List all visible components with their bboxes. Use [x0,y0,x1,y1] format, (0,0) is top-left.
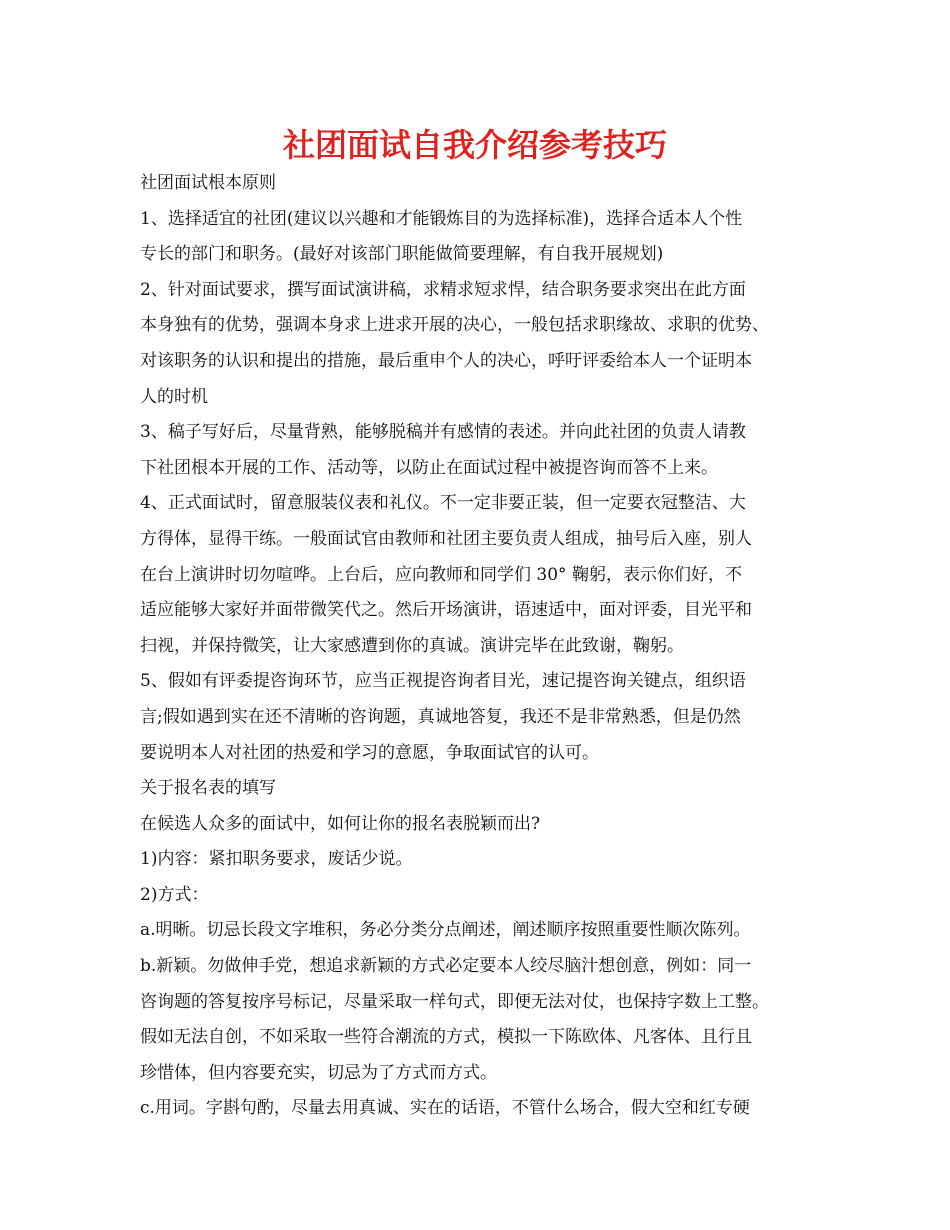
body-line: 假如无法自创，不如采取一些符合潮流的方式，模拟一下陈欧体、凡客体、且行且 [140,1027,752,1048]
body-line: 咨询题的答复按序号标记，尽量采取一样句式，即便无法对仗，也保持字数上工整。 [140,991,769,1012]
document-body [140,166,830,1127]
body-line: 4、正式面试时，留意服装仪表和礼仪。不一定非要正装，但一定要衣冠整洁、大 [140,493,746,514]
body-line: 本身独有的优势，强调本身求上进求开展的决心，一般包括求职缘故、求职的优势、 [140,315,769,336]
body-line: 关于报名表的填写 [140,778,276,799]
body-line: 3、稿子写好后，尽量背熟，能够脱稿并有感情的表述。并向此社团的负责人请教 [140,422,746,443]
body-line: 在候选人众多的面试中，如何让你的报名表脱颖而出? [140,813,541,834]
body-line: 珍惜体，但内容要充实，切忌为了方式而方式。 [140,1062,497,1083]
body-line: 2、针对面试要求，撰写面试演讲稿，求精求短求悍，结合职务要求突出在此方面 [140,279,746,300]
body-line: 1)内容：紧扣职务要求，废话少说。 [140,849,413,870]
body-line: 5、假如有评委提咨询环节，应当正视提咨询者目光，速记提咨询关键点，组织语 [140,671,746,692]
body-line: 2)方式： [140,884,209,905]
body-line: 言;假如遇到实在还不清晰的咨询题，真诚地答复，我还不是非常熟悉，但是仍然 [140,706,741,727]
body-line: b.新颖。勿做伸手党，想追求新颖的方式必定要本人绞尽脑汁想创意，例如：同一 [140,956,752,977]
body-line: a.明晰。切忌长段文字堆积，务必分类分点阐述，阐述顺序按照重要性顺次陈列。 [140,920,751,941]
body-line: 在台上演讲时切勿喧哗。上台后，应向教师和同学们 30° 鞠躬，表示你们好，不 [140,564,742,585]
document-title: 社团面试自我介绍参考技巧 [282,126,667,164]
body-line: 人的时机 [140,386,208,407]
body-line: 专长的部门和职务。(最好对该部门职能做简要理解，有自我开展规划) [140,244,664,265]
body-line: 方得体，显得干练。一般面试官由教师和社团主要负责人组成，抽号后入座，别人 [140,528,752,549]
body-line: 要说明本人对社团的热爱和学习的意愿，争取面试官的认可。 [140,742,599,763]
body-line: c.用词。字斟句酌，尽量去用真诚、实在的话语，不管什么场合，假大空和红专硬 [140,1098,750,1119]
body-line: 下社团根本开展的工作、活动等，以防止在面试过程中被提咨询而答不上来。 [140,457,718,478]
body-line: 社团面试根本原则 [140,173,276,193]
body-line: 对该职务的认识和提出的措施，最后重申个人的决心，呼吁评委给本人一个证明本 [140,350,752,371]
body-line: 扫视，并保持微笑，让大家感遭到你的真诚。演讲完毕在此致谢，鞠躬。 [140,635,684,656]
body-line: 1、选择适宜的社团(建议以兴趣和才能锻炼目的为选择标准)，选择合适本人个性 [140,208,743,229]
body-line: 适应能够大家好并面带微笑代之。然后开场演讲，语速适中，面对评委，目光平和 [140,600,752,621]
